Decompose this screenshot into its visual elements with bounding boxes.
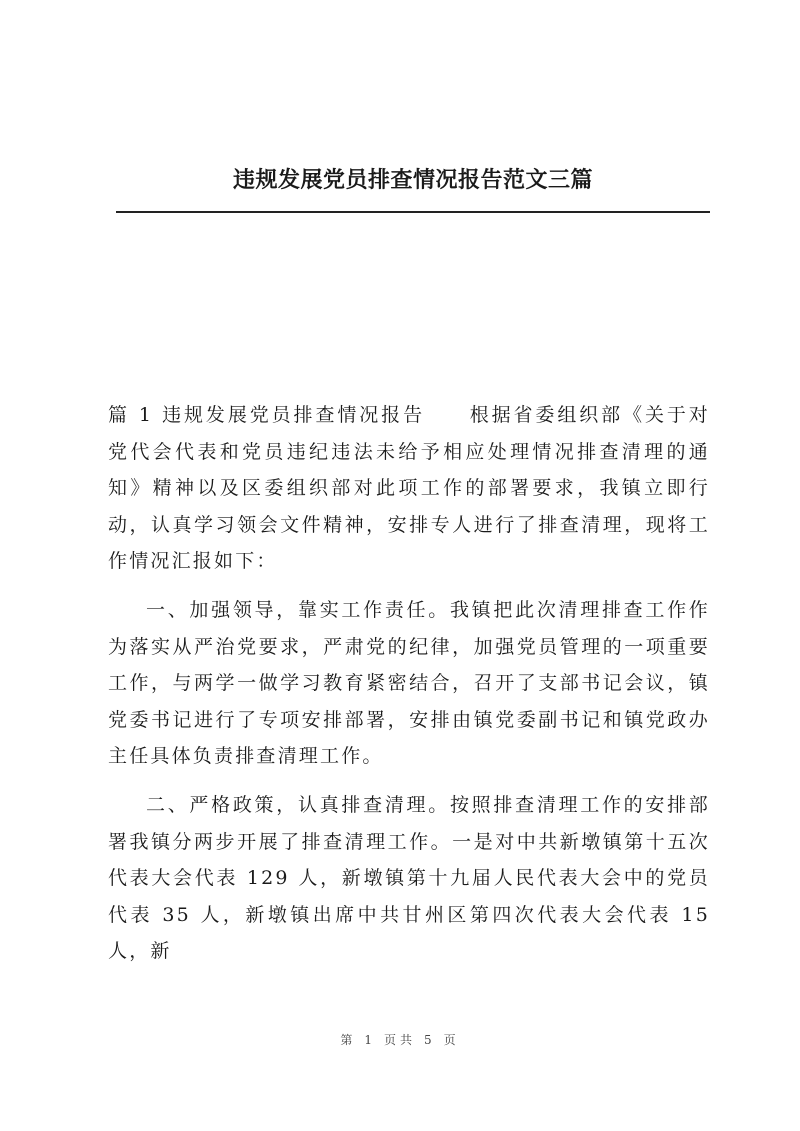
page-title: 违规发展党员排查情况报告范文三篇 xyxy=(232,168,593,193)
body-paragraph-2: 二、严格政策，认真排查清理。按照排查清理工作的安排部署我镇分两步开展了排查清理工作。一是对中共新墩镇第十五次代表大会代表 129 人，新墩镇第十九届人民代表大会中的党员代表 35 人，新墩镇出席中共甘州区第四次代表大会代表 15 人，新 xyxy=(108,793,710,963)
title-divider xyxy=(116,211,710,213)
page-footer xyxy=(0,1031,800,1048)
intro-text: 根据省委组织部《关于对党代会代表和党员违纪违法未给予相应处理情况排查清理的通知》精神以及区委组织部对此项工作的部署要求，我镇立即行动，认真学习领会文件精神，安排专人进行了排查清理，现将工作情况汇报如下： xyxy=(108,404,710,573)
footer-label-page: 第 xyxy=(340,1033,357,1047)
body-paragraph-1: 一、加强领导，靠实工作责任。我镇把此次清理排查工作作为落实从严治党要求，严肃党的纪律，加强党员管理的一项重要工作，与两学一做学习教育紧密结合，召开了支部书记会议，镇党委书记进行了专项安排部署，安排由镇党委副书记和镇党政办主任具体负责排查清理工作。 xyxy=(108,598,710,768)
footer-label-of: 页共 xyxy=(383,1033,416,1047)
intro-paragraph xyxy=(108,397,710,580)
footer-current-page: 1 xyxy=(364,1033,376,1047)
footer-total-pages: 5 xyxy=(424,1033,436,1047)
section-heading: 篇 1 违规发展党员排查情况报告 xyxy=(108,404,425,426)
footer-label-end: 页 xyxy=(443,1033,460,1047)
document-body xyxy=(108,397,710,970)
